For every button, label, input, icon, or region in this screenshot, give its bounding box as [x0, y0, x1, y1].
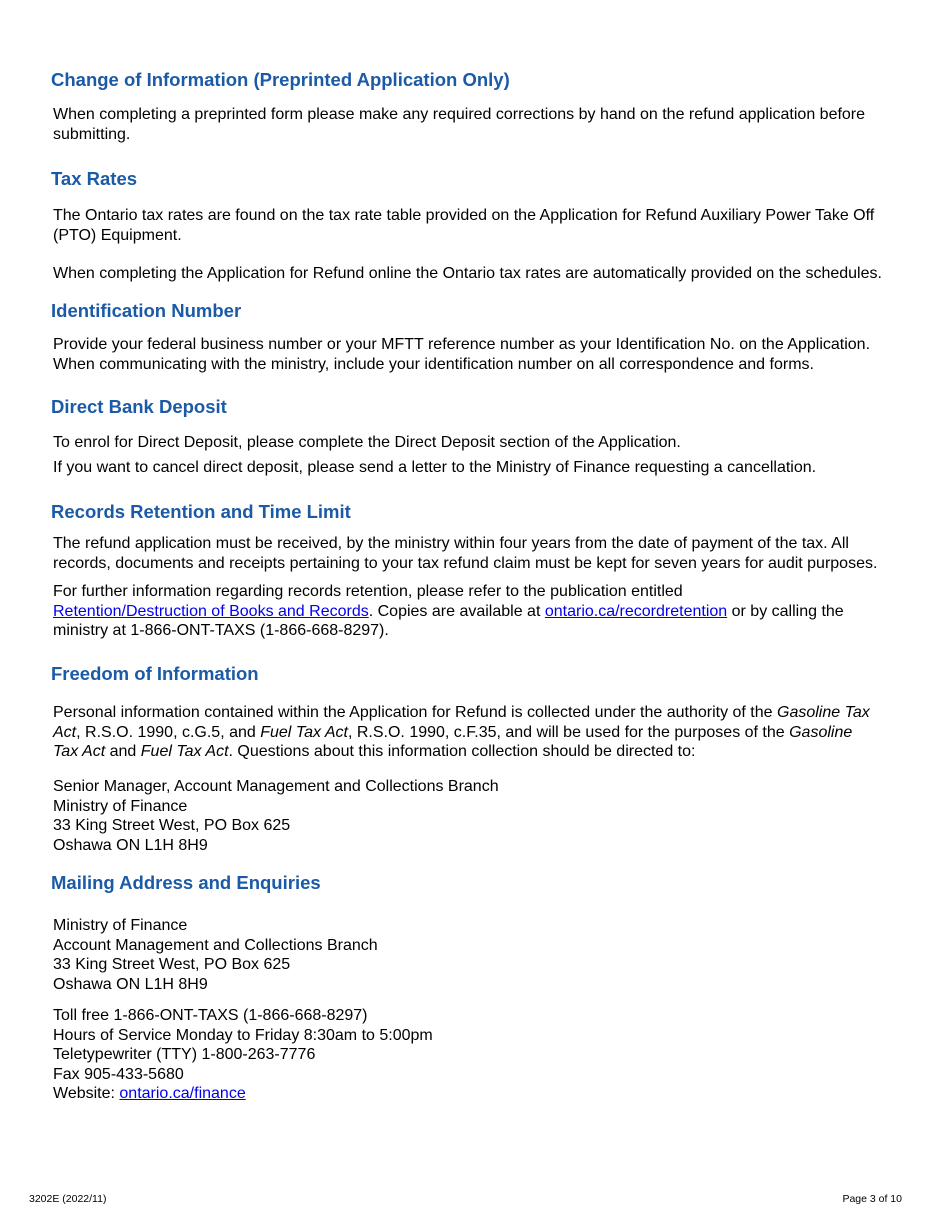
italic-act-name: Fuel Tax Act [140, 743, 229, 760]
records-paragraph-1 [53, 534, 898, 573]
contact-line [53, 1084, 898, 1104]
heading-direct-bank-deposit: Direct Bank Deposit [51, 396, 227, 417]
address-line: Ministry of Finance [53, 917, 188, 934]
text-segment: , R.S.O. 1990, c.G.5, and [76, 723, 261, 741]
text-line: When communicating with the ministry, include your identification number on all correspondence and forms. [53, 355, 814, 373]
contact-line: Fax 905-433-5680 [53, 1065, 184, 1083]
address-line: 33 King Street West, PO Box 625 [53, 817, 291, 834]
text-line: (PTO) Equipment. [53, 226, 182, 244]
page-number: Page 3 of 10 [842, 1193, 902, 1205]
text-line: To enrol for Direct Deposit, please complete the Direct Deposit section of the Application. [53, 434, 681, 451]
text-line: ministry at 1-866-ONT-TAXS (1-866-668-8297). [53, 622, 389, 639]
direct-deposit-paragraph-1 [53, 433, 898, 453]
mailing-address [53, 916, 898, 994]
address-line: Ministry of Finance [53, 797, 188, 815]
change-of-information-text [53, 105, 898, 144]
website-label: Website: [53, 1085, 120, 1102]
text-line: When completing a preprinted form please make any required corrections by hand on the refund application before [53, 106, 866, 123]
italic-act-name: Fuel Tax Act [260, 723, 348, 741]
text-segment: . Copies are available at [368, 602, 545, 620]
heading-identification-number: Identification Number [51, 300, 242, 321]
direct-deposit-paragraph-2 [53, 458, 898, 478]
contact-details [53, 1006, 898, 1104]
italic-act-name: Gasoline [789, 723, 853, 741]
italic-act-name: Tax Act [53, 743, 106, 760]
identification-text [53, 335, 898, 374]
form-id: 3202E (2022/11) [29, 1193, 107, 1205]
heading-mailing-address: Mailing Address and Enquiries [51, 872, 321, 893]
text-segment: Personal information contained within the Application for Refund is collected under the authority of the [53, 704, 777, 721]
address-line: Oshawa ON L1H 8H9 [53, 975, 208, 993]
record-retention-link[interactable]: ontario.ca/recordretention [544, 602, 728, 620]
address-line: Senior Manager, Account Management and Collections Branch [53, 778, 499, 795]
text-segment: and [105, 743, 141, 760]
text-line: The refund application must be received, by the ministry within four years from the date of payment of the tax. All [53, 535, 849, 552]
records-paragraph-2 [53, 582, 898, 641]
tax-rates-paragraph-2 [53, 264, 898, 284]
retention-publication-link[interactable]: Retention/Destruction of Books and Records [53, 602, 369, 620]
heading-change-of-information: Change of Information (Preprinted Application Only) [51, 69, 510, 90]
text-line: submitting. [53, 125, 131, 143]
text-line [53, 723, 898, 743]
heading-tax-rates: Tax Rates [51, 168, 138, 189]
text-line: If you want to cancel direct deposit, please send a letter to the Ministry of Finance requesting a cancellation. [53, 459, 817, 476]
tax-rates-paragraph-1 [53, 206, 898, 245]
heading-freedom-of-information: Freedom of Information [51, 663, 259, 684]
italic-act-name: Gasoline Tax [777, 704, 870, 721]
text-line: When completing the Application for Refund online the Ontario tax rates are automatically provided on the schedules. [53, 265, 882, 282]
text-line: records, documents and receipts pertaining to your tax refund claim must be kept for seven years for audit purposes. [53, 554, 878, 572]
text-line: For further information regarding records retention, please refer to the publication entitled [53, 583, 683, 600]
text-line [53, 602, 898, 622]
text-line [53, 703, 898, 723]
contact-line: Hours of Service Monday to Friday 8:30am to 5:00pm [53, 1026, 433, 1044]
text-segment: , R.S.O. 1990, c.F.35, and will be used for the purposes of the [347, 723, 790, 741]
contact-line: Teletypewriter (TTY) 1-800-263-7776 [53, 1046, 316, 1063]
foi-paragraph [53, 703, 898, 762]
italic-act-name: Act [53, 723, 77, 741]
text-segment: or by calling the [727, 602, 844, 620]
text-line: The Ontario tax rates are found on the tax rate table provided on the Application for Refund Auxiliary Power Take Off [53, 207, 875, 224]
text-segment: . Questions about this information collection should be directed to: [228, 743, 696, 760]
contact-line: Toll free 1-866-ONT-TAXS (1-866-668-8297) [53, 1007, 368, 1024]
text-line [53, 742, 898, 762]
text-line: Provide your federal business number or your MFTT reference number as your Identification No. on the Application. [53, 336, 871, 353]
address-line: 33 King Street West, PO Box 625 [53, 956, 291, 973]
address-line: Account Management and Collections Branch [53, 936, 378, 954]
address-line: Oshawa ON L1H 8H9 [53, 836, 208, 854]
foi-address [53, 777, 898, 855]
finance-website-link[interactable]: ontario.ca/finance [119, 1085, 246, 1102]
heading-records-retention: Records Retention and Time Limit [51, 501, 351, 522]
